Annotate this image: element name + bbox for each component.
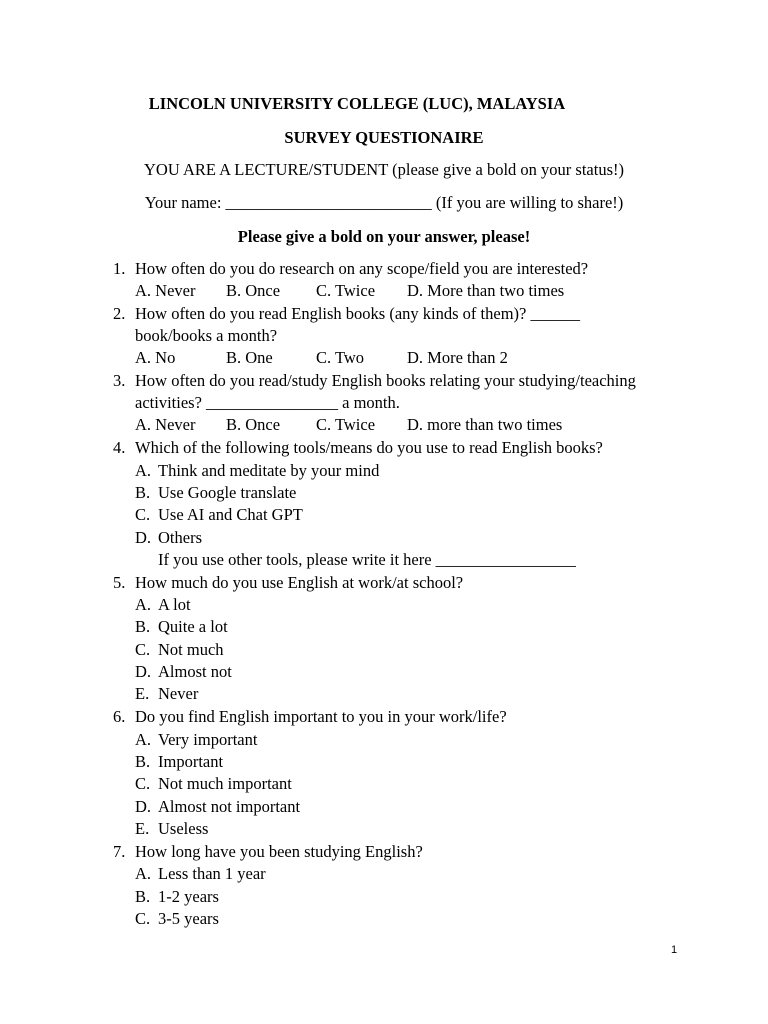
option-text: Not much important bbox=[158, 774, 292, 793]
answer-option: B. Once bbox=[226, 281, 281, 300]
answer-option: B. One bbox=[226, 348, 273, 367]
status-line: YOU ARE A LECTURE/STUDENT (please give a bold on your status!) bbox=[144, 160, 624, 179]
name-line: Your name: _________________________ (If you are willing to share!) bbox=[144, 193, 624, 212]
question-text: Do you find English important to you in your work/life? bbox=[135, 707, 507, 726]
option-letter: C. bbox=[135, 505, 151, 524]
document-subtitle: SURVEY QUESTIONAIRE bbox=[284, 128, 484, 147]
question-number: 4. bbox=[113, 438, 126, 457]
option-letter: B. bbox=[135, 752, 151, 771]
option-text: Use AI and Chat GPT bbox=[158, 505, 303, 524]
question-number: 3. bbox=[113, 371, 126, 390]
question-number: 6. bbox=[113, 707, 126, 726]
question-number: 1. bbox=[113, 259, 126, 278]
answer-option: D. More than two times bbox=[407, 281, 565, 300]
answer-option: C. Twice bbox=[316, 281, 376, 300]
document-title: LINCOLN UNIVERSITY COLLEGE (LUC), MALAYSIA bbox=[148, 94, 566, 113]
option-letter: B. bbox=[135, 887, 151, 906]
option-letter: C. bbox=[135, 909, 151, 928]
answer-option: D. More than 2 bbox=[407, 348, 508, 367]
option-text: Less than 1 year bbox=[158, 864, 266, 883]
option-text: Useless bbox=[158, 819, 209, 838]
other-tools-note: If you use other tools, please write it here _________________ bbox=[158, 550, 576, 569]
option-text: Never bbox=[158, 684, 199, 703]
option-text: Almost not bbox=[158, 662, 232, 681]
option-text: Use Google translate bbox=[158, 483, 297, 502]
option-letter: C. bbox=[135, 640, 151, 659]
option-text: Think and meditate by your mind bbox=[158, 461, 380, 480]
question-text: activities? ________________ a month. bbox=[135, 393, 400, 412]
option-letter: D. bbox=[135, 662, 152, 681]
question-number: 7. bbox=[113, 842, 126, 861]
question-number: 5. bbox=[113, 573, 126, 592]
option-letter: A. bbox=[135, 595, 152, 614]
answer-option: C. Twice bbox=[316, 415, 376, 434]
instruction-line: Please give a bold on your answer, please! bbox=[237, 227, 531, 246]
question-text: How often do you do research on any scope/field you are interested? bbox=[135, 259, 589, 278]
option-text: Very important bbox=[158, 730, 258, 749]
answer-option: B. Once bbox=[226, 415, 281, 434]
question-text: Which of the following tools/means do you use to read English books? bbox=[135, 438, 603, 457]
option-letter: E. bbox=[135, 819, 150, 838]
option-letter: B. bbox=[135, 483, 151, 502]
option-text: Not much bbox=[158, 640, 224, 659]
option-text: Important bbox=[158, 752, 224, 771]
option-letter: A. bbox=[135, 730, 152, 749]
option-letter: E. bbox=[135, 684, 150, 703]
option-text: 1-2 years bbox=[158, 887, 219, 906]
question-text: book/books a month? bbox=[135, 326, 278, 345]
question-text: How often do you read/study English books relating your studying/teaching bbox=[135, 371, 636, 390]
option-letter: A. bbox=[135, 864, 152, 883]
answer-option: A. Never bbox=[135, 415, 196, 434]
answer-option: D. more than two times bbox=[407, 415, 563, 434]
option-text: 3-5 years bbox=[158, 909, 219, 928]
answer-option: A. Never bbox=[135, 281, 196, 300]
question-number: 2. bbox=[113, 304, 126, 323]
option-text: Almost not important bbox=[158, 797, 301, 816]
option-text: Quite a lot bbox=[158, 617, 228, 636]
option-letter: D. bbox=[135, 528, 152, 547]
option-letter: B. bbox=[135, 617, 151, 636]
answer-option: C. Two bbox=[316, 348, 365, 367]
question-text: How much do you use English at work/at school? bbox=[135, 573, 464, 592]
option-letter: C. bbox=[135, 774, 151, 793]
option-letter: A. bbox=[135, 461, 152, 480]
question-text: How long have you been studying English? bbox=[135, 842, 423, 861]
option-text: Others bbox=[158, 528, 202, 547]
page-number: 1 bbox=[671, 944, 678, 956]
question-text: How often do you read English books (any kinds of them)? ______ bbox=[135, 304, 580, 323]
answer-option: A. No bbox=[135, 348, 176, 367]
option-text: A lot bbox=[158, 595, 191, 614]
option-letter: D. bbox=[135, 797, 152, 816]
